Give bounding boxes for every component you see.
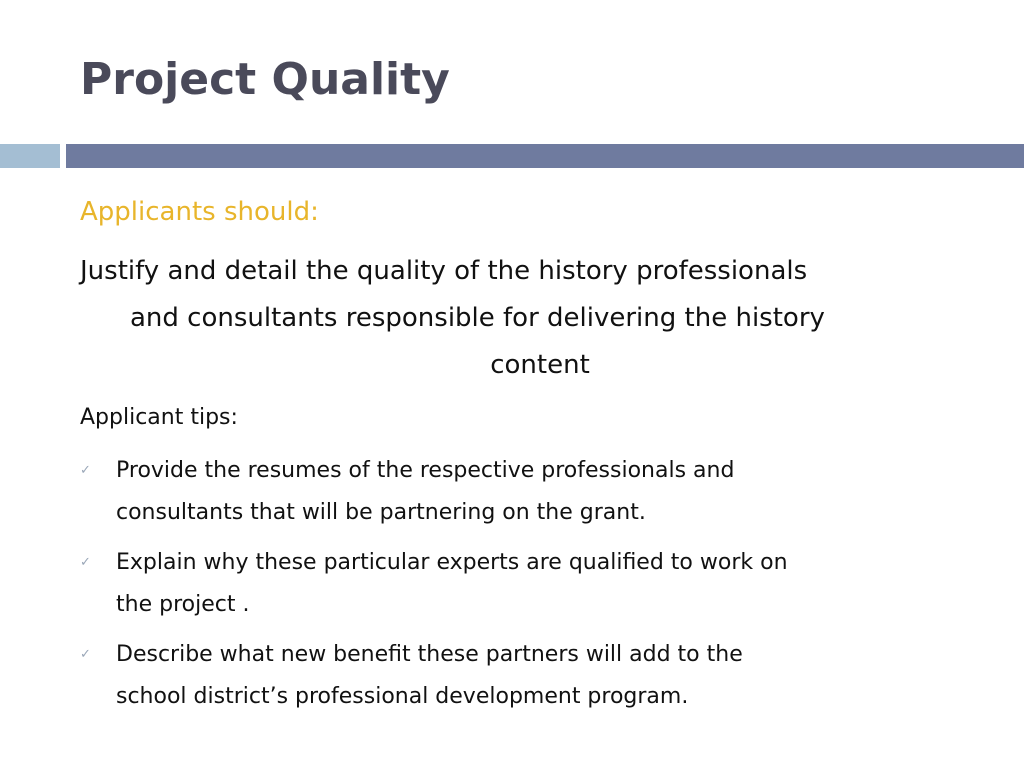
title-rule-left-accent [0,144,60,168]
tip-line: consultants that will be partnering on the grant. [116,500,646,525]
checkmark-icon: ✓ [80,463,91,478]
justify-line: Justify and detail the quality of the history professionals [80,256,808,286]
section-heading: Applicants should: [80,197,319,227]
justify-line: and consultants responsible for delivering the history [130,303,825,333]
justify-line: content [490,350,590,380]
tips-label: Applicant tips: [80,405,238,430]
tip-item [80,634,980,718]
tip-item [80,450,980,534]
checkmark-icon: ✓ [80,647,91,662]
title-rule-bar [66,144,1024,168]
tip-line: Explain why these particular experts are qualified to work on [116,550,788,575]
tip-line: Provide the resumes of the respective professionals and [116,458,735,483]
tips-list [80,450,980,726]
checkmark-icon: ✓ [80,555,91,570]
tip-line: school district’s professional development program. [116,684,689,709]
justify-paragraph [80,248,1000,389]
tip-line: the project . [116,592,250,617]
slide-title: Project Quality [80,54,450,105]
tip-line: Describe what new benefit these partners will add to the [116,642,743,667]
tip-item [80,542,980,626]
